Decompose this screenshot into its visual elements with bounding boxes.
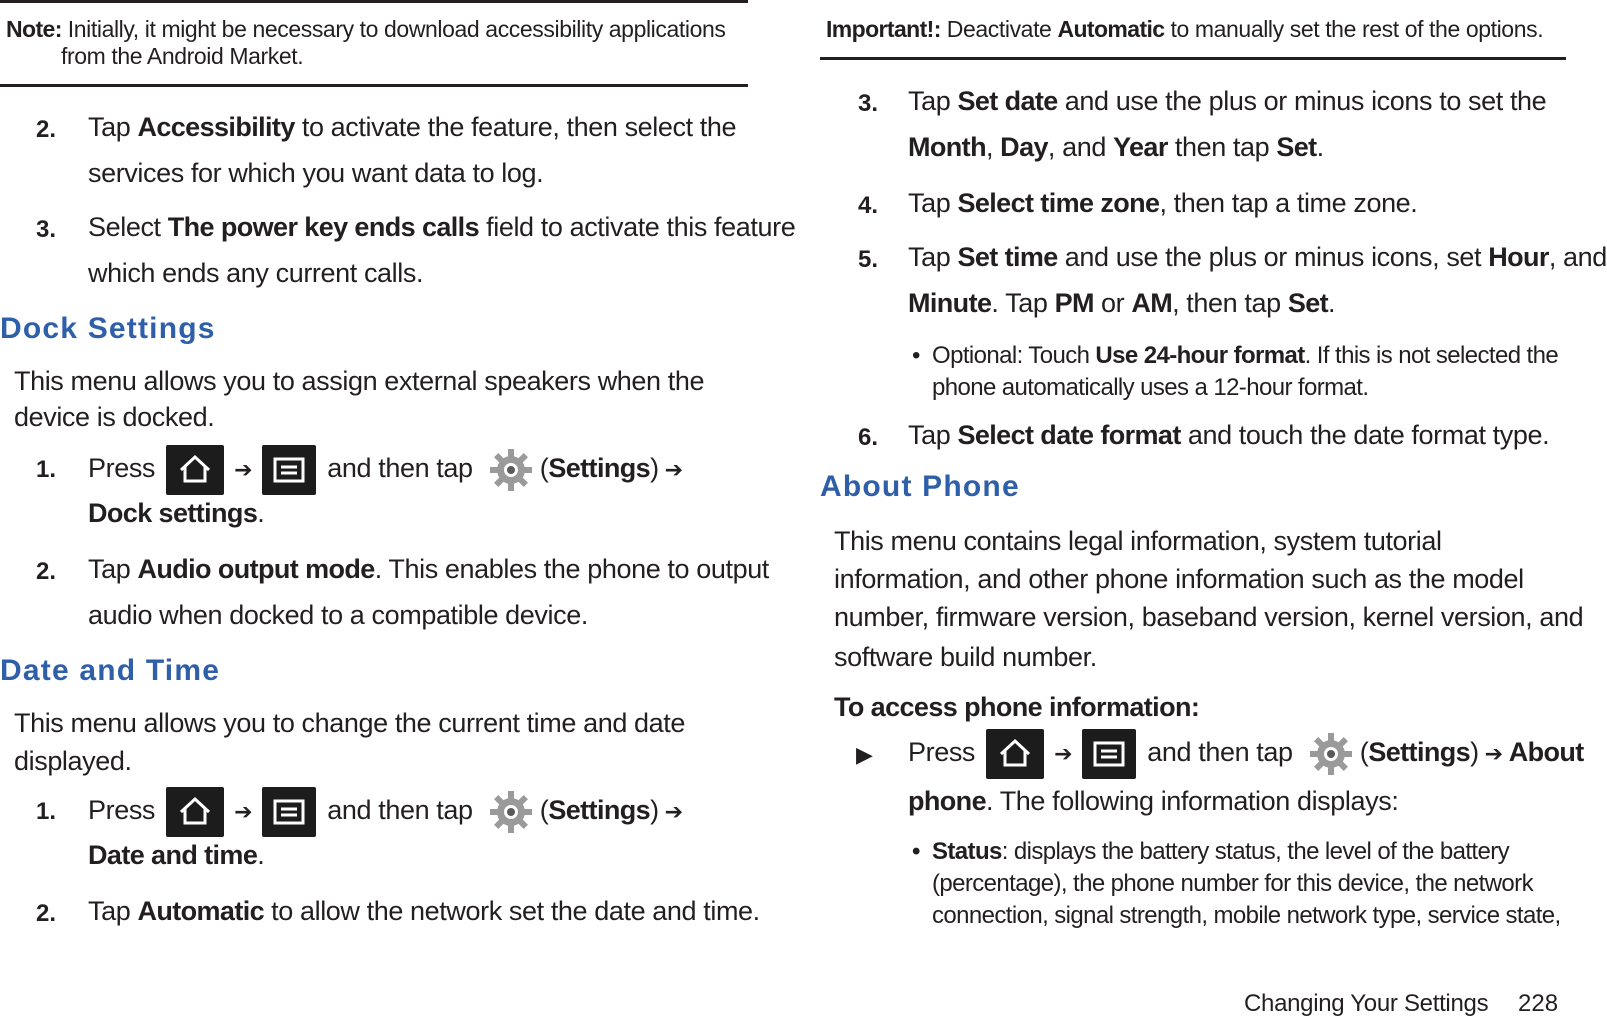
play-bullet-icon: ▶ xyxy=(856,742,873,767)
arrow-icon: ➔ xyxy=(234,456,253,482)
menu-key-icon xyxy=(1082,729,1136,779)
step-number: 2. xyxy=(36,900,57,927)
dock-settings-heading: Dock Settings xyxy=(0,312,216,345)
date-desc-line1: This menu allows you to change the current time and date xyxy=(14,708,685,738)
step-number: 1. xyxy=(36,798,57,825)
date-format-step: Tap Select date format and touch the date format type. xyxy=(908,420,1550,450)
about-desc-line2: information, and other phone information such as the model xyxy=(834,564,1524,594)
dock-step-2: Tap Audio output mode. This enables the phone to output xyxy=(88,554,769,584)
arrow-icon: ➔ xyxy=(1484,740,1503,766)
access-info-heading: To access phone information: xyxy=(834,692,1200,722)
dock-desc-line1: This menu allows you to assign external speakers when the xyxy=(14,366,705,396)
home-key-icon xyxy=(986,729,1044,779)
menu-key-icon xyxy=(262,445,316,495)
about-phone-heading: About Phone xyxy=(820,470,1020,503)
arrow-icon: ➔ xyxy=(664,456,683,482)
access-step-line2: phone. The following information displays: xyxy=(908,786,1399,816)
step-number: 6. xyxy=(858,424,879,451)
home-key-icon xyxy=(166,445,224,495)
settings-gear-icon xyxy=(488,789,534,835)
accessibility-step-2-line2: services for which you want data to log. xyxy=(88,158,544,188)
accessibility-step-3: Select The power key ends calls field to activate this feature xyxy=(88,212,796,242)
dock-step-1: Press ➔ and then tap (Settings) ➔ xyxy=(88,442,689,496)
optional-note: Optional: Touch Use 24-hour format. If this is not selected the xyxy=(932,342,1559,369)
date-desc-line2: displayed. xyxy=(14,746,132,776)
status-line1: Status: displays the battery status, the level of the battery xyxy=(932,838,1510,865)
set-time-step-line2: Minute. Tap PM or AM, then tap Set. xyxy=(908,288,1336,318)
step-number: 1. xyxy=(36,456,57,483)
settings-gear-icon xyxy=(1308,731,1354,777)
time-zone-step: Tap Select time zone, then tap a time zone. xyxy=(908,188,1418,218)
step-number: 2. xyxy=(36,558,57,585)
about-desc-line1: This menu contains legal information, system tutorial xyxy=(834,526,1442,556)
note-line-1: Note: Initially, it might be necessary to download accessibility applications xyxy=(6,16,726,42)
arrow-icon: ➔ xyxy=(234,798,253,824)
step-number: 3. xyxy=(36,216,57,243)
dock-desc-line2: device is docked. xyxy=(14,402,215,432)
access-step: Press ➔ and then tap (Settings) ➔ About xyxy=(908,726,1584,780)
note-top-rule xyxy=(0,0,748,3)
home-key-icon xyxy=(166,787,224,837)
status-line3: connection, signal strength, mobile network type, service state, xyxy=(932,902,1561,929)
arrow-icon: ➔ xyxy=(664,798,683,824)
dock-step-1-target: Dock settings. xyxy=(88,498,265,528)
date-step-1: Press ➔ and then tap (Settings) ➔ xyxy=(88,784,689,838)
arrow-icon: ➔ xyxy=(1054,740,1073,766)
about-desc-line4: software build number. xyxy=(834,642,1097,672)
step-number: 5. xyxy=(858,246,879,273)
dock-step-2-line2: audio when docked to a compatible device. xyxy=(88,600,588,630)
important-note: Important!: Deactivate Automatic to manually set the rest of the options. xyxy=(826,16,1544,42)
note-bottom-rule xyxy=(0,84,748,87)
date-step-2: Tap Automatic to allow the network set the date and time. xyxy=(88,896,760,926)
note-line-2: from the Android Market. xyxy=(61,43,304,69)
set-date-step: Tap Set date and use the plus or minus icons to set the xyxy=(908,86,1547,116)
set-time-step: Tap Set time and use the plus or minus icons, set Hour, and xyxy=(908,242,1607,272)
set-date-step-line2: Month, Day, and Year then tap Set. xyxy=(908,132,1324,162)
optional-note-line2: phone automatically uses a 12-hour format. xyxy=(932,374,1369,401)
step-number: 2. xyxy=(36,116,57,143)
important-bottom-rule xyxy=(820,57,1566,60)
accessibility-step-2: Tap Accessibility to activate the feature, then select the xyxy=(88,112,737,142)
status-line2: (percentage), the phone number for this device, the network xyxy=(932,870,1533,897)
settings-gear-icon xyxy=(488,447,534,493)
status-bullet: • xyxy=(912,838,920,865)
optional-bullet: • xyxy=(912,342,920,369)
page-number: 228 xyxy=(1518,990,1559,1017)
date-time-heading: Date and Time xyxy=(0,654,221,687)
step-number: 4. xyxy=(858,192,879,219)
date-step-1-target: Date and time. xyxy=(88,840,265,870)
menu-key-icon xyxy=(262,787,316,837)
accessibility-step-3-line2: which ends any current calls. xyxy=(88,258,424,288)
about-desc-line3: number, firmware version, baseband version, kernel version, and xyxy=(834,602,1584,632)
footer-section-title: Changing Your Settings xyxy=(1244,990,1489,1017)
step-number: 3. xyxy=(858,90,879,117)
